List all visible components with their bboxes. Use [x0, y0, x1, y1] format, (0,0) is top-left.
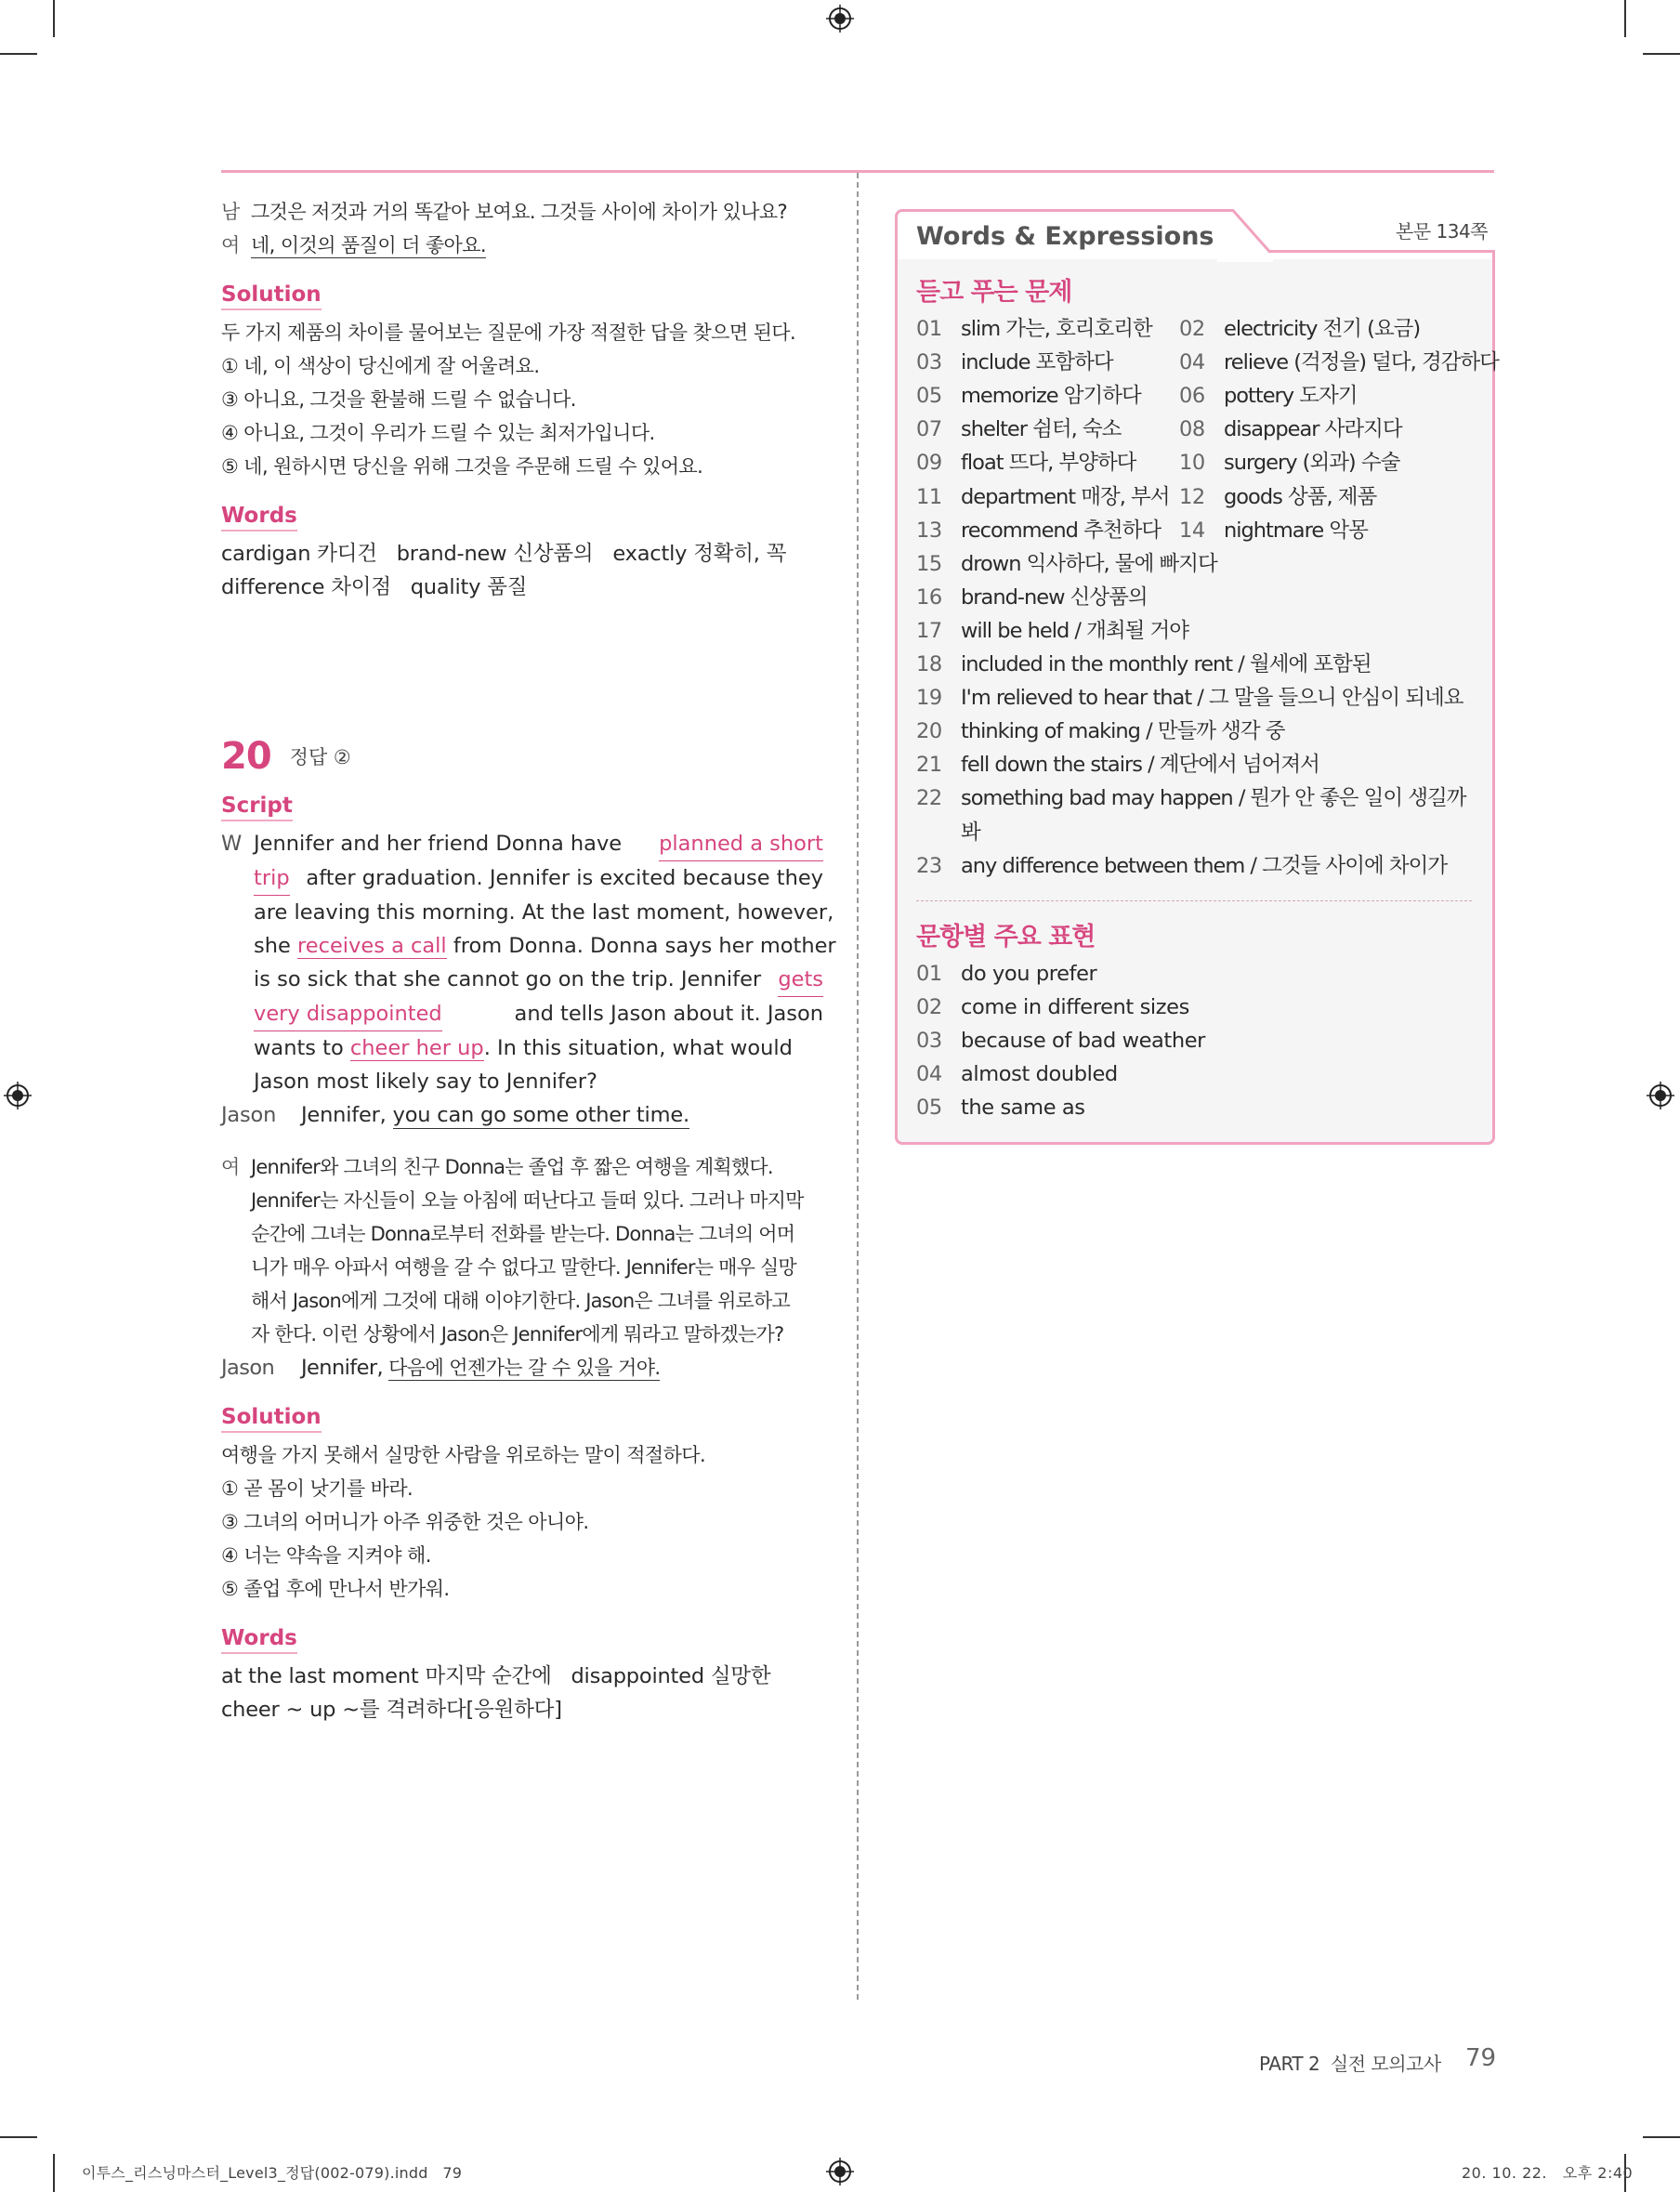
item-number: 02	[916, 995, 942, 1020]
section-head-solution: Solution	[221, 1403, 322, 1433]
item-text: brand-new 신상품의	[961, 584, 1148, 610]
item-number: 13	[916, 518, 942, 543]
item-text: included in the monthly rent / 월세에 포함된	[961, 652, 1372, 676]
item-text: nightmare 악몽	[1224, 518, 1368, 543]
item-text: include 포함하다	[961, 350, 1113, 375]
vocab-item	[916, 413, 1121, 446]
words-line: difference 차이점 quality 품질	[221, 575, 528, 599]
crop-mark	[1643, 2136, 1680, 2138]
vocab-item	[916, 346, 1113, 379]
item-text: will be held / 개최될 거야	[961, 618, 1188, 643]
section-head-script: Script	[221, 792, 293, 821]
item-number: 20	[916, 719, 942, 744]
item-text: department 매장, 부서	[961, 484, 1170, 509]
item-number: 12	[1179, 484, 1205, 509]
speaker-w: W	[221, 832, 243, 856]
vocab-item	[916, 581, 1148, 614]
section-head-words: Words	[221, 502, 297, 532]
crop-mark	[53, 0, 55, 37]
item-number: 21	[916, 753, 942, 778]
question-header	[221, 736, 823, 777]
registration-mark-icon	[4, 1082, 32, 1109]
solution-line: ③ 그녀의 어머니가 아주 위중한 것은 아니야.	[221, 1511, 589, 1533]
item-text: the same as	[961, 1096, 1085, 1121]
item-number: 05	[916, 1096, 942, 1121]
item-number: 16	[916, 584, 942, 610]
script-line: Jason most likely say to Jennifer?	[254, 1070, 597, 1094]
solution-line: ④ 아니요, 그것이 우리가 드릴 수 있는 최저가입니다.	[221, 422, 655, 444]
item-number: 06	[1179, 384, 1205, 409]
item-number: 15	[916, 551, 942, 576]
item-number: 10	[1179, 451, 1205, 476]
jason-line	[221, 1098, 823, 1132]
item-number: 03	[916, 1029, 942, 1054]
item-text: something bad may happen / 뭔가 안 좋은 일이 생길까	[961, 786, 1466, 811]
vocab-item	[1179, 480, 1376, 514]
item-text: memorize 암기하다	[961, 384, 1141, 409]
vocab-item	[1179, 379, 1357, 413]
expression-item	[916, 957, 1096, 991]
solution-line: ⑤ 네, 원하시면 당신을 위해 그것을 주문해 드릴 수 있어요.	[221, 455, 703, 478]
section-separator	[916, 900, 1472, 901]
speaker-label: 여	[221, 234, 240, 256]
solution-line: ① 네, 이 색상이 당신에게 잘 어울려요.	[221, 355, 540, 377]
vocab-item	[916, 614, 1188, 648]
dialog-line	[221, 229, 823, 262]
script-text: from Donna. Donna says her mother	[453, 934, 836, 958]
item-number: 01	[916, 317, 942, 341]
item-text: recommend 추천하다	[961, 518, 1162, 543]
script-text: is so sick that she cannot go on the trip. Jennifer	[254, 967, 762, 991]
page-number: 79	[1465, 2044, 1497, 2072]
script-text: Jennifer and her friend Donna have	[254, 832, 623, 856]
item-text: slim 가는, 호리호리한	[961, 317, 1152, 341]
vocab-item	[916, 681, 1463, 715]
item-text: goods 상품, 제품	[1224, 484, 1377, 509]
speaker-label: 남	[221, 201, 240, 223]
answer-text: 네, 이것의 품질이 더 좋아요.	[251, 234, 486, 256]
item-text: almost doubled	[961, 1062, 1118, 1087]
item-text: shelter 쉼터, 숙소	[961, 417, 1122, 442]
words-line: at the last moment 마지막 순간에 disappointed 실망한	[221, 1664, 771, 1688]
item-number: 01	[916, 962, 942, 986]
item-number: 07	[916, 417, 942, 442]
vocab-item	[916, 547, 1217, 581]
item-text: I'm relieved to hear that / 그 말을 들으니 안심이 되네요	[961, 686, 1463, 711]
item-number: 23	[916, 853, 942, 878]
expression-item	[916, 1091, 1085, 1124]
item-text: disappear 사라지다	[1224, 417, 1402, 442]
crop-mark	[1624, 0, 1626, 37]
script-text: after graduation. Jennifer is excited because they	[306, 866, 823, 890]
translation-line: Jennifer는 자신들이 오늘 아침에 떠난다고 들떠 있다. 그러나 마지막	[251, 1189, 804, 1212]
crop-mark	[53, 2154, 55, 2192]
box-tab-slant	[1217, 204, 1273, 262]
translation-line: 해서 Jason에게 그것에 대해 이야기한다. Jason은 그녀를 위로하고	[251, 1290, 791, 1312]
vocab-item	[916, 480, 1170, 514]
dialog-line	[221, 195, 823, 229]
vocab-item	[1179, 514, 1368, 547]
vocab-item	[916, 446, 1135, 479]
script-line	[254, 997, 823, 1031]
script-text: Jennifer,	[301, 1103, 387, 1127]
item-number: 17	[916, 618, 942, 643]
item-text: relieve (걱정을) 덜다, 경감하다	[1224, 350, 1499, 375]
section-title-expressions: 문항별 주요 표현	[916, 923, 1096, 952]
vocab-item	[1179, 312, 1420, 346]
item-text: thinking of making / 만들까 생각 중	[961, 719, 1285, 744]
item-number: 05	[916, 384, 942, 409]
solution-line: ④ 너는 약속을 지켜야 해.	[221, 1544, 431, 1567]
vocab-item	[916, 816, 980, 849]
item-text: fell down the stairs / 계단에서 넘어져서	[961, 753, 1319, 778]
highlight-phrase: planned a short	[659, 827, 823, 861]
item-number: 11	[916, 484, 942, 509]
item-number: 22	[916, 786, 942, 811]
registration-mark-icon	[826, 5, 854, 33]
vocab-item	[916, 648, 1372, 681]
translation-line: 니가 매우 아파서 여행을 갈 수 없다고 말한다. Jennifer는 매우 실망	[251, 1256, 796, 1279]
item-number: 18	[916, 652, 942, 676]
words-line: cheer ~ up ~를 격려하다[응원하다]	[221, 1698, 562, 1722]
box-top-border	[1268, 250, 1495, 253]
item-text: because of bad weather	[961, 1029, 1206, 1054]
slug-timestamp: 20. 10. 22. 오후 2:40	[1462, 2164, 1634, 2182]
vocab-item	[1179, 346, 1499, 379]
item-number: 02	[1179, 317, 1205, 341]
script-text: wants to	[254, 1036, 344, 1060]
answer-text: you can go some other time.	[392, 1103, 689, 1127]
item-text: 봐	[961, 820, 980, 845]
page-reference: 본문 134쪽	[1396, 220, 1488, 243]
script-line: are leaving this morning. At the last moment, however,	[254, 900, 834, 925]
vocab-item	[1179, 446, 1399, 479]
translation-paragraph	[221, 1150, 823, 1351]
crop-mark	[1643, 53, 1680, 55]
item-number: 03	[916, 350, 942, 375]
expression-item	[916, 1024, 1205, 1057]
highlight-phrase: cheer her up	[349, 1036, 484, 1060]
solution-line: 여행을 가지 못해서 실망한 사람을 위로하는 말이 적절하다.	[221, 1444, 706, 1466]
vocab-item	[916, 781, 1466, 815]
vocab-item	[916, 715, 1285, 748]
solution-line: 두 가지 제품의 차이를 물어보는 질문에 가장 적절한 답을 찾으면 된다.	[221, 322, 796, 344]
crop-mark	[0, 2136, 37, 2138]
vocab-item	[1179, 413, 1402, 446]
dialog-text: 그것은 저것과 거의 똑같아 보여요. 그것들 사이에 차이가 있나요?	[251, 201, 788, 223]
highlight-phrase: gets	[778, 963, 823, 997]
item-text: drown 익사하다, 물에 빠지다	[961, 551, 1217, 576]
script-line	[254, 929, 836, 963]
answer-text: 다음에 언젠가는 갈 수 있을 거야.	[388, 1357, 661, 1379]
expression-item	[916, 1057, 1118, 1091]
speaker-label: 여	[221, 1156, 241, 1178]
item-text: electricity 전기 (요금)	[1224, 317, 1421, 341]
crop-mark	[0, 53, 37, 55]
item-number: 09	[916, 451, 942, 476]
vocab-item	[916, 514, 1161, 547]
item-number: 04	[1179, 350, 1205, 375]
section-head-words: Words	[221, 1624, 297, 1654]
words-line: cardigan 카디건 brand-new 신상품의 exactly 정확히, 꼭	[221, 542, 787, 566]
translation-line: 자 한다. 이런 상황에서 Jason은 Jennifer에게 뭐라고 말하겠는가?	[251, 1323, 784, 1345]
script-text: . In this situation, what would	[483, 1036, 793, 1060]
translation-line: Jennifer와 그녀의 친구 Donna는 졸업 후 짧은 여행을 계획했다.	[251, 1156, 773, 1178]
highlight-phrase: receives a call	[296, 934, 447, 958]
vocab-item	[916, 379, 1141, 413]
question-number: 20	[221, 735, 271, 778]
expression-item	[916, 991, 1189, 1024]
item-number: 08	[1179, 417, 1205, 442]
box-title: Words & Expressions	[916, 222, 1214, 251]
item-text: pottery 도자기	[1224, 384, 1358, 409]
script-paragraph	[221, 827, 836, 1098]
item-number: 19	[916, 686, 942, 711]
item-text: any difference between them / 그것들 사이에 차이가	[961, 853, 1448, 878]
solution-line: ⑤ 졸업 후에 만나서 반가워.	[221, 1578, 450, 1600]
jason-line-kr	[221, 1351, 823, 1385]
vocab-item	[916, 748, 1319, 781]
script-line	[254, 861, 823, 896]
script-text: she	[254, 934, 291, 958]
item-text: float 뜨다, 부양하다	[961, 451, 1136, 476]
registration-mark-icon	[826, 2158, 854, 2185]
script-text: Jennifer,	[301, 1356, 384, 1380]
section-head-solution: Solution	[221, 281, 322, 310]
script-text: and tells Jason about it. Jason	[514, 1002, 823, 1026]
slug-filename: 이투스_리스닝마스터_Level3_정답(002-079).indd 79	[82, 2164, 463, 2182]
item-number: 04	[916, 1062, 942, 1087]
vocab-item	[916, 849, 1447, 883]
section-title-listening: 듣고 푸는 문제	[916, 278, 1072, 307]
speaker-label: Jason	[221, 1356, 275, 1380]
translation-line: 순간에 그녀는 Donna로부터 전화를 받는다. Donna는 그녀의 어머	[251, 1223, 795, 1245]
item-text: come in different sizes	[961, 995, 1189, 1020]
script-line	[254, 963, 823, 997]
highlight-phrase: very disappointed	[254, 997, 442, 1031]
vocab-item	[916, 312, 1152, 346]
highlight-phrase: trip	[254, 861, 290, 896]
footer-part-label: PART 2 실전 모의고사	[1259, 2053, 1441, 2075]
solution-line: ③ 아니요, 그것을 환불해 드릴 수 없습니다.	[221, 388, 576, 411]
item-number: 14	[1179, 518, 1205, 543]
script-line	[254, 1031, 823, 1065]
left-column	[221, 195, 836, 1726]
answer-key: 정답 ②	[289, 746, 351, 768]
registration-mark-icon	[1647, 1082, 1674, 1109]
column-divider	[857, 173, 859, 2000]
item-text: do you prefer	[961, 962, 1097, 986]
script-line	[254, 827, 823, 861]
item-text: surgery (외과) 수술	[1224, 451, 1400, 476]
speaker-label: Jason	[221, 1103, 277, 1127]
solution-line: ① 곧 몸이 낫기를 바라.	[221, 1477, 413, 1500]
